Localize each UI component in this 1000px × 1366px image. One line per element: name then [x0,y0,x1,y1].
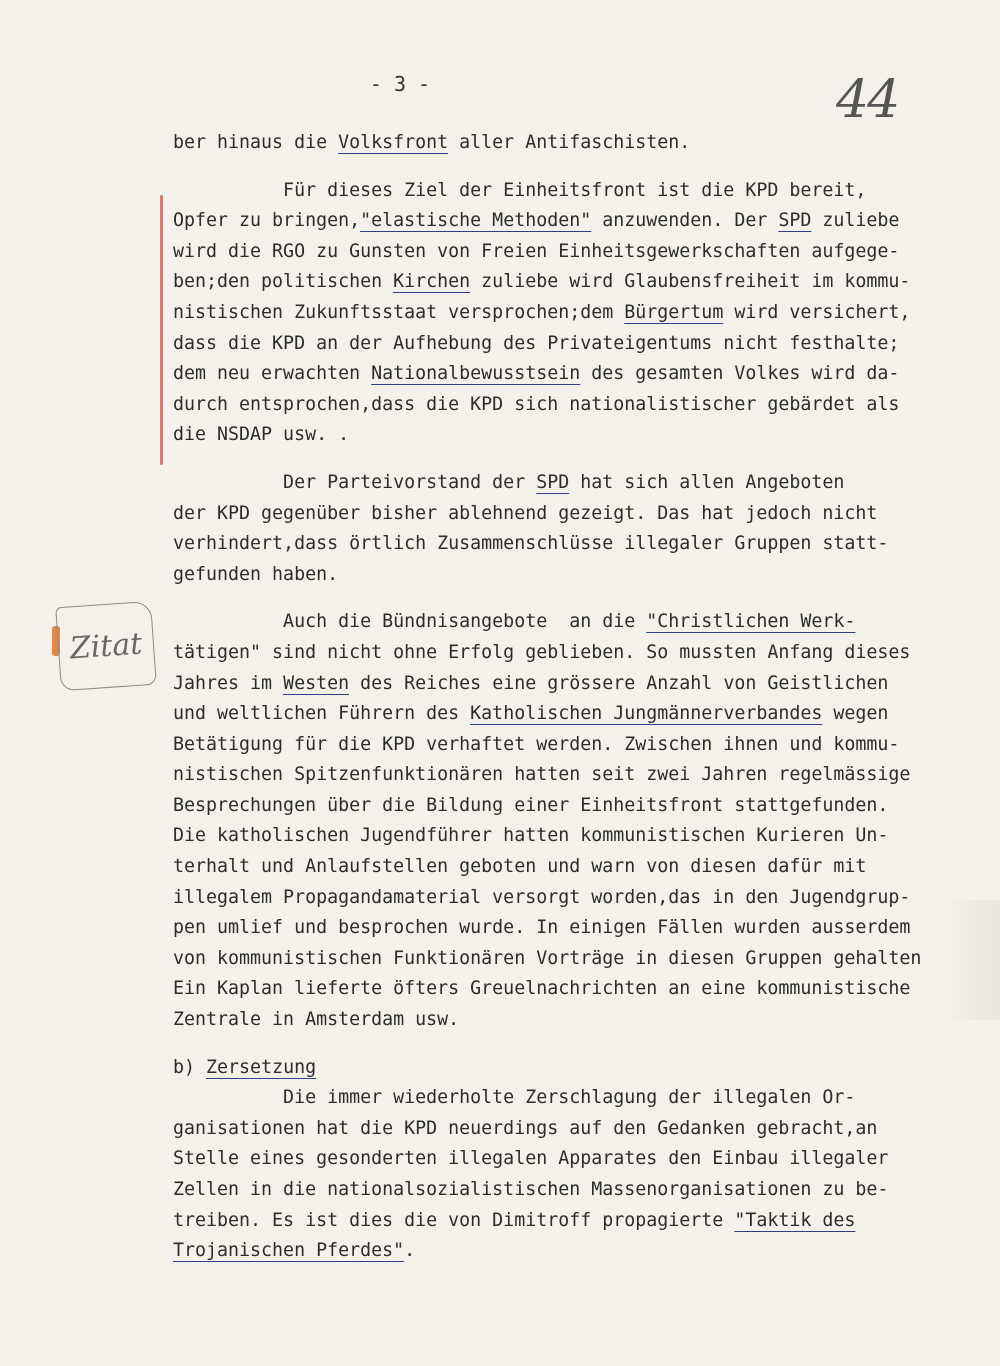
text-line: illegalem Propagandamaterial versorgt worden,das in den Jugendgrup- [173,886,911,908]
text-line: dem neu erwachten Nationalbewusstsein des gesamten Volkes wird da- [173,363,900,385]
text-line: dass die KPD an der Aufhebung des Privateigentums nicht festhalte; [173,332,900,354]
text-line: ber hinaus die Volksfront aller Antifaschisten. [173,132,691,153]
page-number: - 3 - [369,72,431,96]
text-line: terhalt und Anlaufstellen geboten und warn von diesen dafür mit [173,856,867,878]
text-line: pen umlief und besprochen wurde. In einigen Fällen wurden ausserdem [173,917,911,939]
text-line: die NSDAP usw. . [173,424,350,446]
underlined-term: Bürgertum [624,301,724,323]
underlined-term: "Christlichen Werk- [646,611,856,633]
underlined-term: SPD [778,210,812,232]
text-line: wird die RGO zu Gunsten von Freien Einheitsgewerkschaften aufgege- [173,240,900,262]
text-line: Zentrale in Amsterdam usw. [173,1009,460,1031]
underlined-term: SPD [536,471,570,493]
text-line: Jahres im Westen des Reiches eine grössere Anzahl von Geistlichen [173,672,889,694]
text-line: Zellen in die nationalsozialistischen Massenorganisationen zu be- [173,1179,889,1200]
text-line: Die immer wiederholte Zerschlagung der illegalen Or- [173,1087,856,1109]
underlined-term: Zersetzung [206,1056,317,1078]
typewritten-body-text [173,128,973,1284]
text-line: Betätigung für die KPD verhaftet werden. Zwischen ihnen und kommu- [173,733,900,755]
handwritten-margin-note: Zitat [55,601,157,691]
handwritten-folio-number: 44 [836,70,899,130]
red-margin-line [160,195,163,465]
paragraph [173,176,973,451]
text-line: nistischen Zukunftsstaat versprochen;dem Bürgertum wird versichert, [173,301,911,323]
text-line: ben;den politischen Kirchen zuliebe wird Glaubensfreiheit im kommu- [173,271,911,293]
text-line: und weltlichen Führern des Katholischen Jungmännerverbandes wegen [173,703,889,725]
underlined-term: Volksfront [338,132,449,153]
text-line: b) Zersetzung [173,1056,317,1078]
underlined-term: "elastische Methoden" [360,210,592,232]
text-line: treiben. Es ist dies die von Dimitroff propagierte "Taktik des [173,1209,856,1231]
underlined-term: Westen [283,672,350,694]
text-line: nistischen Spitzenfunktionären hatten seit zwei Jahren regelmässige [173,764,911,786]
text-line: Trojanischen Pferdes". [173,1240,416,1262]
text-line: Für dieses Ziel der Einheitsfront ist die KPD bereit, [173,179,867,201]
text-line: ganisationen hat die KPD neuerdings auf den Gedanken gebracht,an [173,1117,878,1139]
text-line: von kommunistischen Funktionären Vorträge in diesen Gruppen gehalten [173,947,922,969]
paragraph [173,128,973,159]
text-line: tätigen" sind nicht ohne Erfolg geblieben. So mussten Anfang dieses [173,641,911,663]
underlined-term: Kirchen [393,271,471,293]
paragraph [173,468,973,590]
underlined-term: "Taktik des [734,1209,856,1231]
text-line: Die katholischen Jugendführer hatten kommunistischen Kurieren Un- [173,825,889,847]
underlined-term: Nationalbewusstsein [371,363,581,385]
text-line: Auch die Bündnisangebote an die "Christlichen Werk- [173,611,856,633]
underlined-term: Trojanischen Pferdes" [173,1240,405,1262]
text-line: Opfer zu bringen,"elastische Methoden" anzuwenden. Der SPD zuliebe [173,210,900,232]
text-line: gefunden haben. [173,563,339,585]
text-line: der KPD gegenüber bisher ablehnend gezeigt. Das hat jedoch nicht [173,502,878,524]
text-line: Besprechungen über die Bildung einer Einheitsfront stattgefunden. [173,794,889,816]
text-line: Stelle eines gesonderten illegalen Apparates den Einbau illegaler [173,1148,889,1170]
paragraph [173,607,973,1035]
text-line: verhindert,dass örtlich Zusammenschlüsse illegaler Gruppen statt- [173,533,889,555]
text-line: Ein Kaplan lieferte öfters Greuelnachrichten an eine kommunistische [173,978,911,1000]
underlined-term: Katholischen Jungmännerverbandes [470,703,823,725]
paragraph [173,1053,973,1267]
text-line: durch entsprochen,dass die KPD sich nationalistischer gebärdet als [173,393,900,415]
text-line: Der Parteivorstand der SPD hat sich allen Angeboten [173,471,845,493]
